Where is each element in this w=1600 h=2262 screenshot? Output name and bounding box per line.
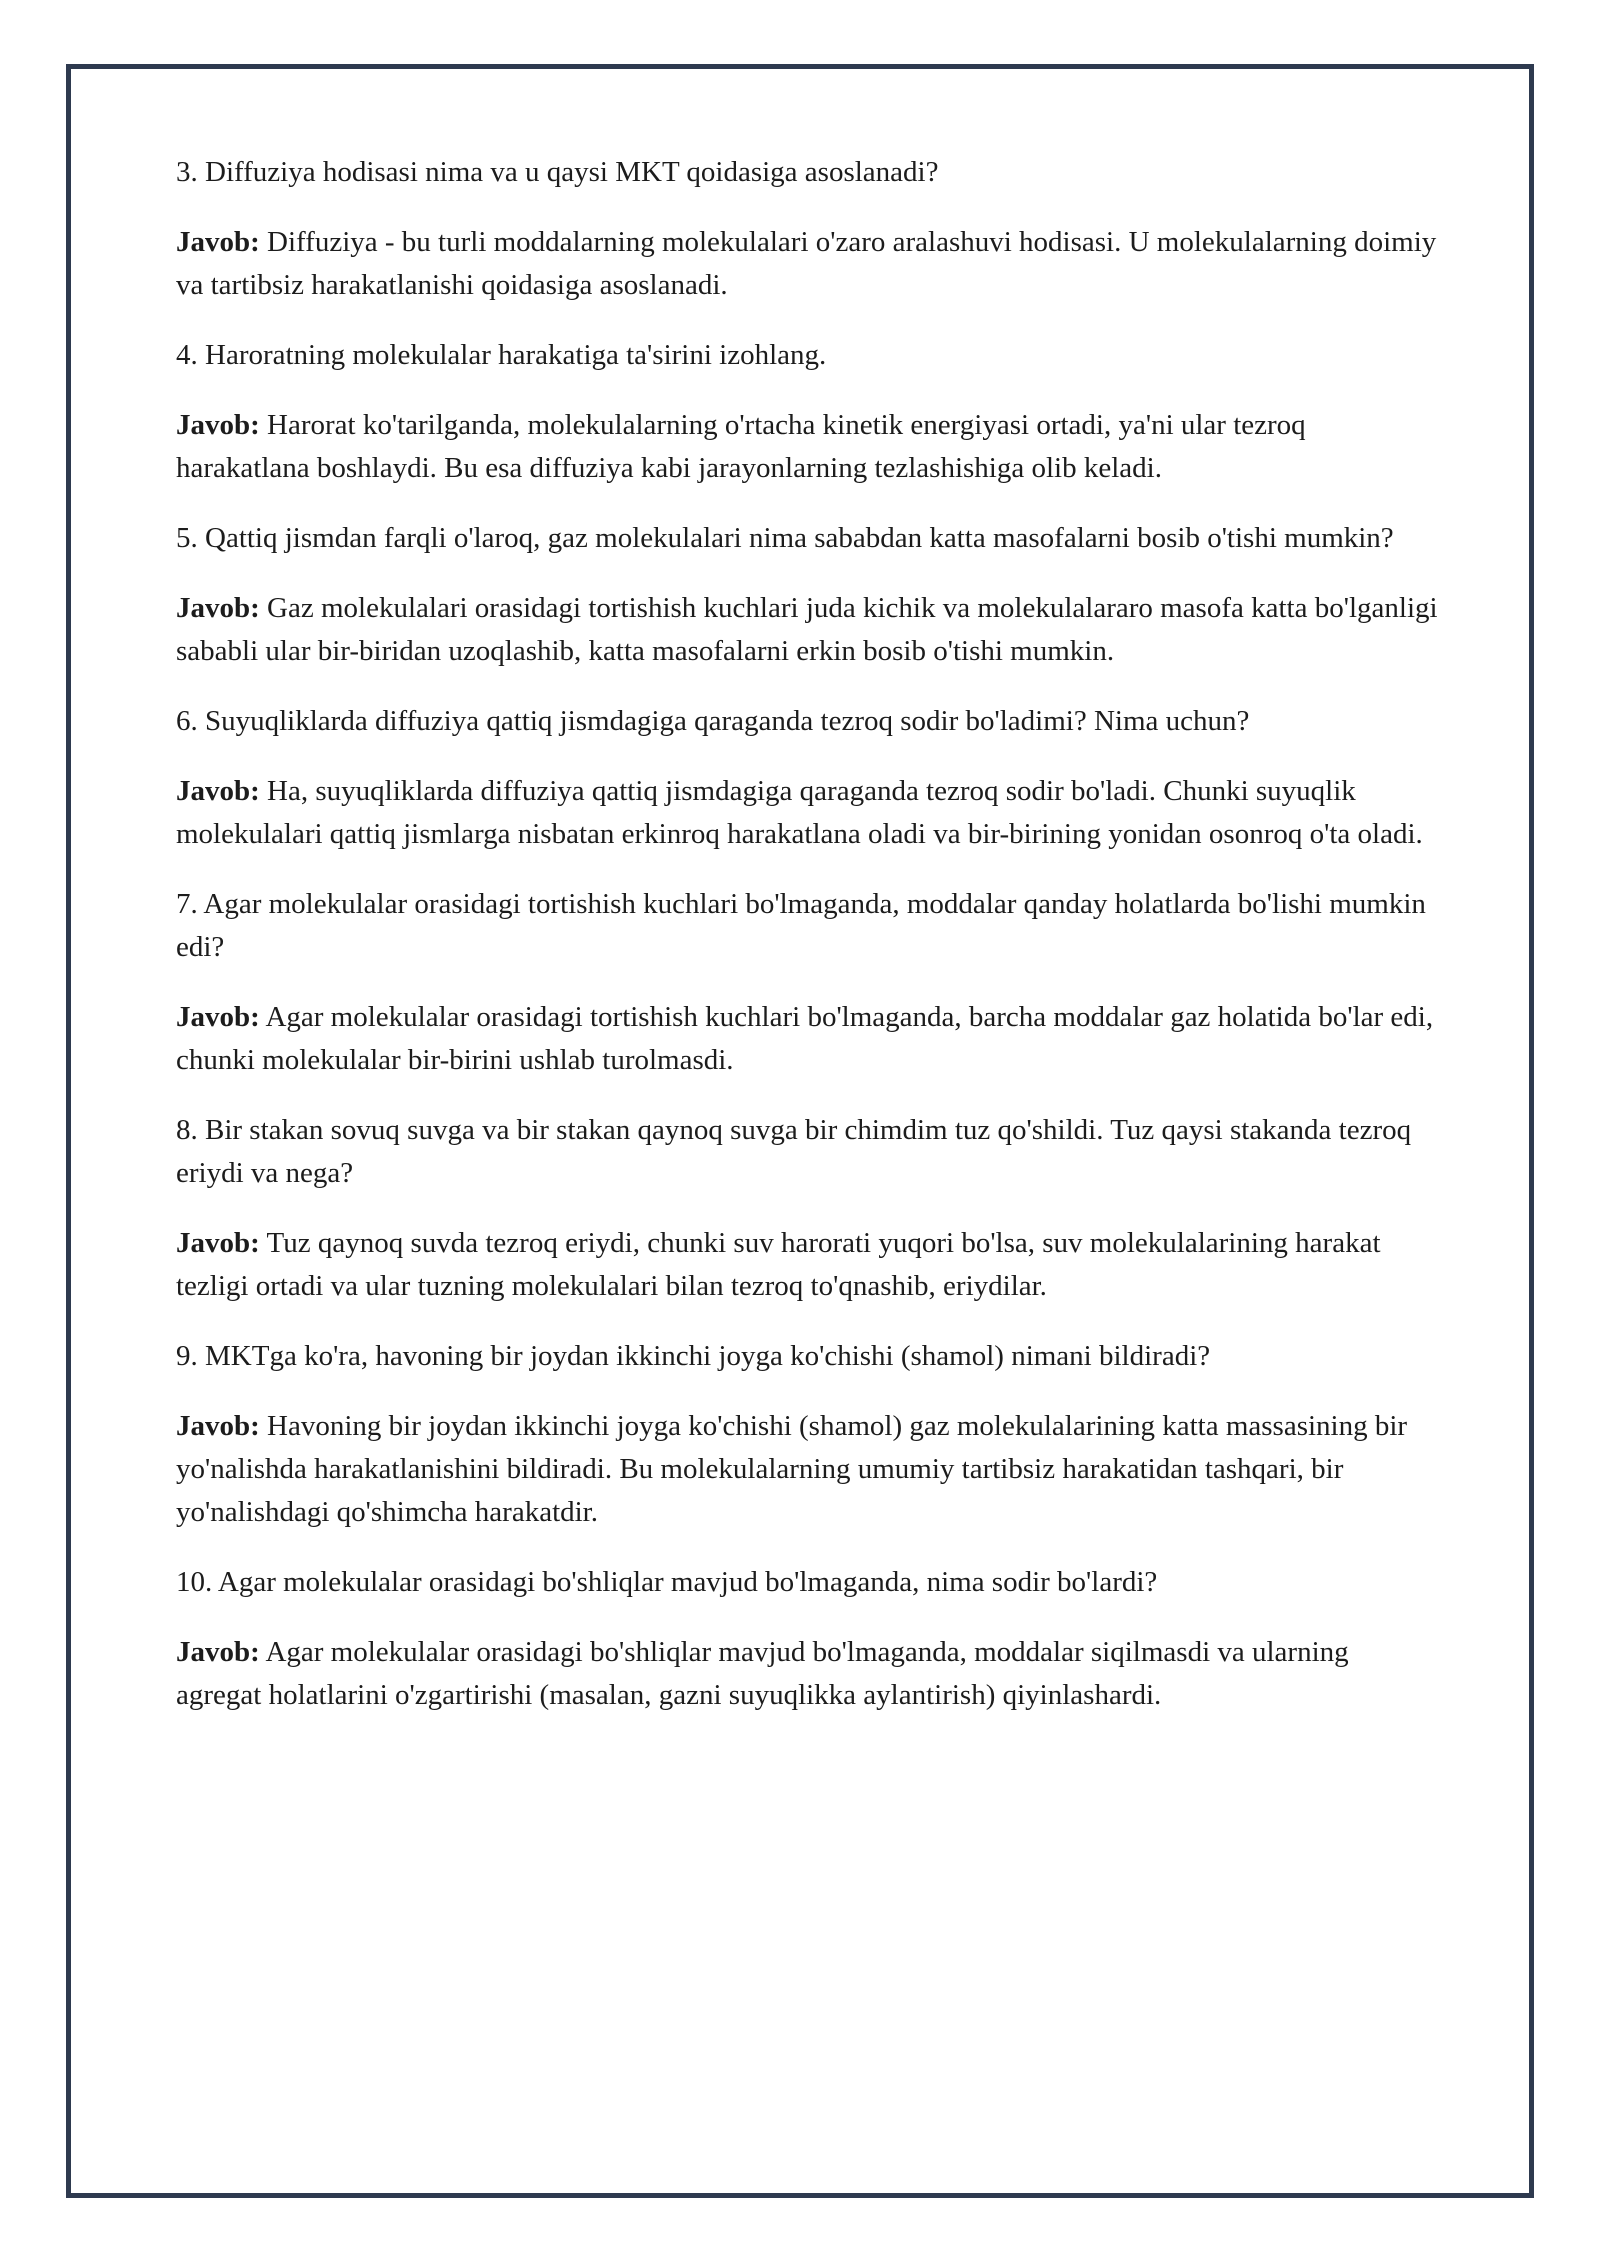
answer-label: Javob: (176, 1227, 260, 1259)
qa-item-8 (176, 1109, 1440, 1308)
answer-paragraph (176, 587, 1440, 673)
qa-item-4 (176, 334, 1440, 490)
question-text: 7. Agar molekulalar orasidagi tortishish kuchlari bo'lmaganda, moddalar qanday holatlarda bo'lishi mumkin edi? (176, 888, 1426, 963)
answer-text: Havoning bir joydan ikkinchi joyga ko'chishi (shamol) gaz molekulalarining katta massasining bir yo'nalishda harakatlanishini bildiradi. Bu molekulalarning umumiy tartibsiz harakatidan tashqari, bir yo'nalishdagi qo'shimcha harakatdir. (176, 1410, 1408, 1528)
answer-paragraph (176, 404, 1440, 490)
answer-paragraph (176, 1222, 1440, 1308)
question-text: 8. Bir stakan sovuq suvga va bir stakan qaynoq suvga bir chimdim tuz qo'shildi. Tuz qaysi stakanda tezroq eriydi va nega? (176, 1114, 1412, 1189)
answer-text: Ha, suyuqliklarda diffuziya qattiq jismdagiga qaraganda tezroq sodir bo'ladi. Chunki suyuqlik molekulalari qattiq jismlarga nisbatan erkinroq harakatlana oladi va bir-birining yonidan osonroq o'ta oladi. (176, 775, 1423, 850)
answer-label: Javob: (176, 409, 260, 441)
qa-item-5 (176, 517, 1440, 673)
qa-item-6 (176, 700, 1440, 856)
qa-item-9 (176, 1335, 1440, 1534)
qa-item-7 (176, 883, 1440, 1082)
question-text: 10. Agar molekulalar orasidagi bo'shliqlar mavjud bo'lmaganda, nima sodir bo'lardi? (176, 1566, 1158, 1598)
answer-label: Javob: (176, 775, 260, 807)
answer-paragraph (176, 1405, 1440, 1534)
answer-text: Tuz qaynoq suvda tezroq eriydi, chunki suv harorati yuqori bo'lsa, suv molekulalarining harakat tezligi ortadi va ular tuzning molekulalari bilan tezroq to'qnashib, eriydilar. (176, 1227, 1381, 1302)
answer-label: Javob: (176, 1410, 260, 1442)
question-text: 9. MKTga ko'ra, havoning bir joydan ikkinchi joyga ko'chishi (shamol) nimani bildiradi? (176, 1340, 1211, 1372)
answer-text: Harorat ko'tarilganda, molekulalarning o'rtacha kinetik energiyasi ortadi, ya'ni ular tezroq harakatlana boshlaydi. Bu esa diffuziya kabi jarayonlarning tezlashishiga olib keladi. (176, 409, 1306, 484)
qa-item-3 (176, 151, 1440, 307)
question-text: 4. Haroratning molekulalar harakatiga ta'sirini izohlang. (176, 339, 827, 371)
answer-paragraph (176, 221, 1440, 307)
answer-label: Javob: (176, 226, 260, 258)
answer-label: Javob: (176, 1636, 260, 1668)
answer-text: Agar molekulalar orasidagi tortishish kuchlari bo'lmaganda, barcha moddalar gaz holatida bo'lar edi, chunki molekulalar bir-birini ushlab turolmasdi. (176, 1001, 1434, 1076)
answer-paragraph (176, 770, 1440, 856)
answer-paragraph (176, 996, 1440, 1082)
answer-label: Javob: (176, 1001, 260, 1033)
answer-label: Javob: (176, 592, 260, 624)
answer-text: Diffuziya - bu turli moddalarning molekulalari o'zaro aralashuvi hodisasi. U molekulalarning doimiy va tartibsiz harakatlanishi qoidasiga asoslanadi. (176, 226, 1437, 301)
answer-paragraph (176, 1631, 1440, 1717)
question-text: 6. Suyuqliklarda diffuziya qattiq jismdagiga qaraganda tezroq sodir bo'ladimi? Nima uchun? (176, 705, 1250, 737)
question-text: 5. Qattiq jismdan farqli o'laroq, gaz molekulalari nima sababdan katta masofalarni bosib o'tishi mumkin? (176, 522, 1394, 554)
answer-text: Agar molekulalar orasidagi bo'shliqlar mavjud bo'lmaganda, moddalar siqilmasdi va ularning agregat holatlarini o'zgartirishi (masalan, gazni suyuqlikka aylantirish) qiyinlashardi. (176, 1636, 1349, 1711)
qa-item-10 (176, 1561, 1440, 1717)
document-body (176, 151, 1440, 1744)
answer-text: Gaz molekulalari orasidagi tortishish kuchlari juda kichik va molekulalararo masofa katta bo'lganligi sababli ular bir-biridan uzoqlashib, katta masofalarni erkin bosib o'tishi mumkin. (176, 592, 1438, 667)
question-text: 3. Diffuziya hodisasi nima va u qaysi MKT qoidasiga asoslanadi? (176, 156, 939, 188)
